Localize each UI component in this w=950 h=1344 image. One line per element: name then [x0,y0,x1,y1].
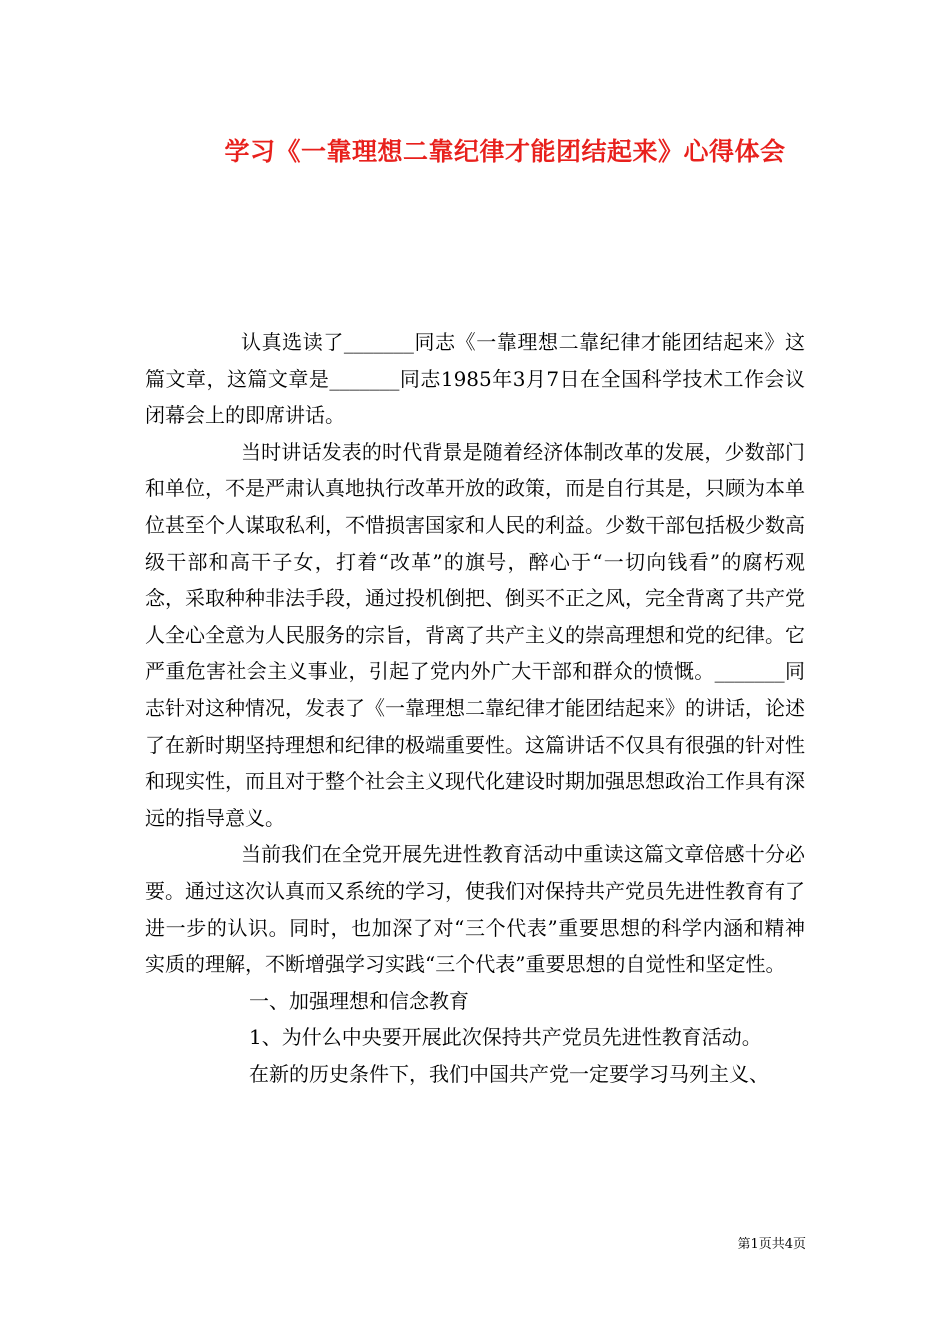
page-title: 学习《一靠理想二靠纪律才能团结起来》心得体会 [224,137,786,166]
list-item: 1、为什么中央要开展此次保持共产党员先进性教育活动。 [249,1025,762,1050]
document-body [145,324,805,1092]
paragraph-2: 当时讲话发表的时代背景是随着经济体制改革的发展，少数部门和单位，不是严肃认真地执行改革开放的政策，而是自行其是，只顾为本单位甚至个人谋取私利，不惜损害国家和人民的利益。少数干部包括极少数高级干部和高干子女，打着“改革”的旗号，醉心于“一切向钱看”的腐朽观念，采取种种非法手段，通过投机倒把、倒买不正之风，完全背离了共产党人全心全意为人民服务的宗旨，背离了共产主义的崇高理想和党的纪律。它严重危害社会主义事业，引起了党内外广大干部和群众的愤慨。_______同志针对这种情况，发表了《一靠理想二靠纪律才能团结起来》的讲话，论述了在新时期坚持理想和纪律的极端重要性。这篇讲话不仅具有很强的针对性和现实性，而且对于整个社会主义现代化建设时期加强思想政治工作具有深远的指导意义。 [145,439,805,830]
paragraph-4: 在新的历史条件下，我们中国共产党一定要学习马列主义、 [249,1061,769,1086]
paragraph-1: 认真选读了_______同志《一靠理想二靠纪律才能团结起来》这篇文章，这篇文章是_______同志1985年3月7日在全国科学技术工作会议闭幕会上的即席讲话。 [145,330,805,428]
paragraph-3: 当前我们在全党开展先进性教育活动中重读这篇文章倍感十分必要。通过这次认真而又系统的学习，使我们对保持共产党员先进性教育有了进一步的认识。同时，也加深了对“三个代表”重要思想的科学内涵和精神实质的理解，不断增强学习实践“三个代表”重要思想的自觉性和坚定性。 [145,842,805,977]
section-heading: 一、加强理想和信念教育 [249,988,469,1013]
page-number: 第1页共4页 [737,1237,806,1252]
